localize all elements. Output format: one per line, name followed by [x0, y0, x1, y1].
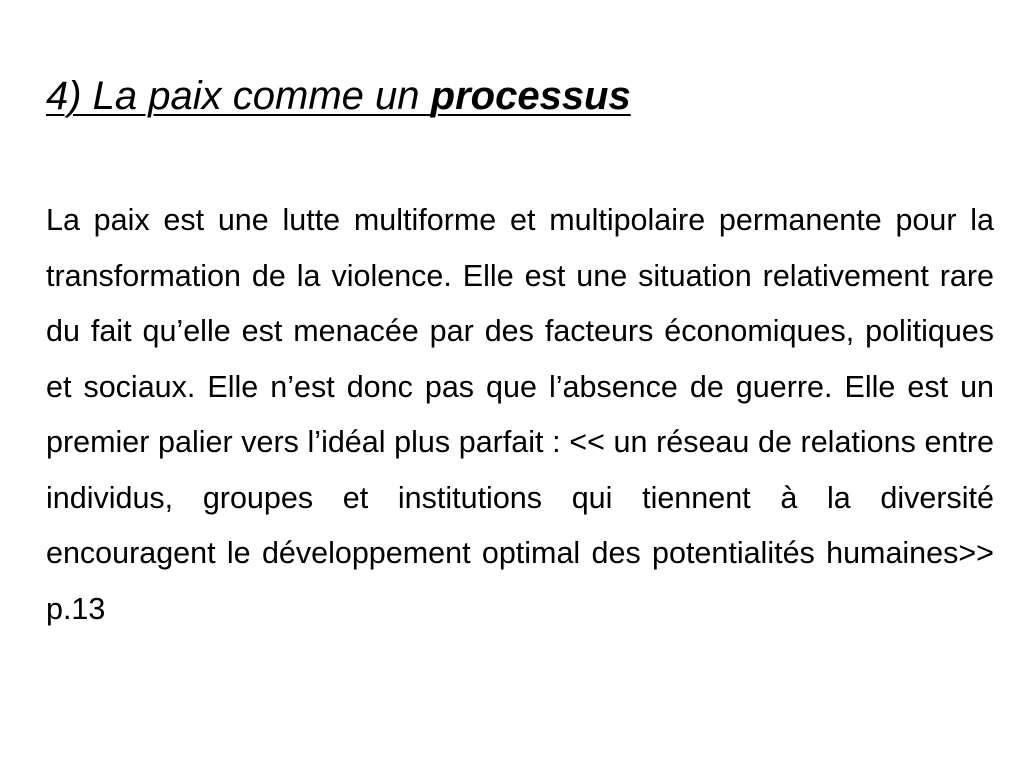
slide-title-emphasis: processus: [430, 74, 631, 118]
slide-body-paragraph: La paix est une lutte multiforme et multipolaire permanente pour la transformation de la violence. Elle est une situation relativement rare du fait qu’elle est menacée par des facteurs économiques, politiques et sociaux. Elle n’est donc pas que l’absence de guerre. Elle est un premier palier vers l’idéal plus parfait : << un réseau de relations entre individus, groupes et institutions qui tiennent à la diversité encouragent le développement optimal des potentialités humaines>> p.13: [46, 203, 994, 626]
slide-title-prefix: 4) La paix comme un: [46, 74, 431, 118]
slide-title: [46, 70, 976, 122]
